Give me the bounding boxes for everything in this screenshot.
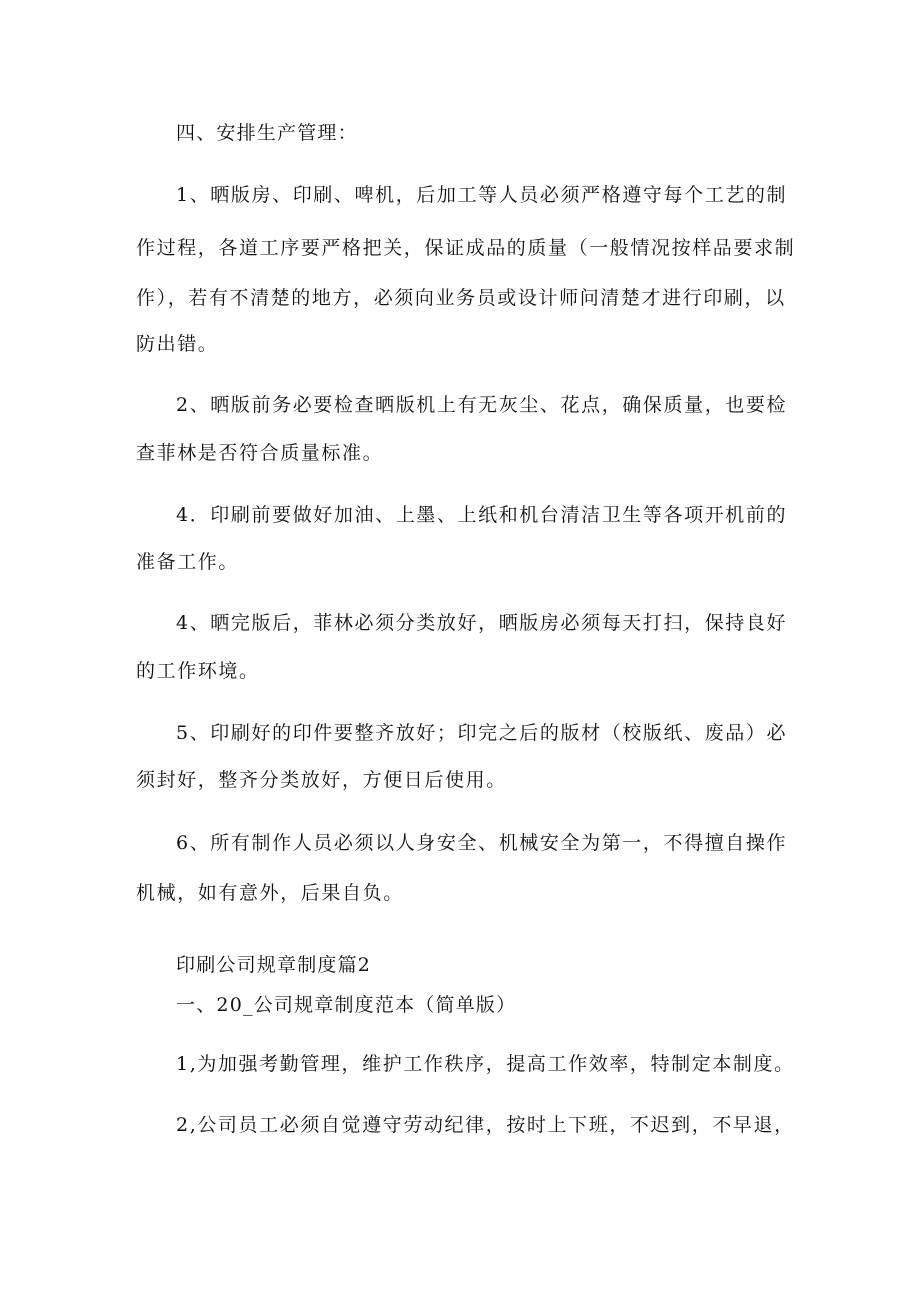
item-4-line-1: 4、晒完版后，菲林必须分类放好，晒版房必须每天打扫，保持良好 [176,612,788,634]
item-6-line-2: 机械，如有意外，后果自负。 [136,882,404,904]
item-6-line-1: 6、所有制作人员必须以人身安全、机械安全为第一，不得擅自操作 [176,832,788,854]
item-5-line-1: 5、印刷好的印件要整齐放好；印完之后的版材（校版纸、废品）必 [176,722,788,744]
rule-1: 1,为加强考勤管理，维护工作秩序，提高工作效率，特制定本制度。 [176,1053,795,1075]
item-2-line-1: 2、晒版前务必要检查晒版机上有无灰尘、花点，确保质量，也要检 [176,394,788,416]
item-1-line-2: 作过程，各道工序要严格把关，保证成品的质量（一般情况按样品要求制 [136,237,796,259]
item-1-line-1: 1、晒版房、印刷、啤机，后加工等人员必须严格遵守每个工艺的制 [176,184,788,206]
rule-2: 2,公司员工必须自觉遵守劳动纪律，按时上下班，不迟到，不早退， [176,1114,795,1136]
item-2-line-2: 查菲林是否符合质量标准。 [136,442,384,464]
item-1-line-3: 作），若有不清楚的地方，必须向业务员或设计师问清楚才进行印刷，以 [136,287,786,309]
item-1-line-4: 防出错。 [136,333,219,355]
part-title: 印刷公司规章制度篇2 [176,954,372,976]
section-heading: 四、安排生产管理： [176,122,358,144]
item-4-line-2: 的工作环境。 [136,660,260,682]
item-5-line-2: 须封好，整齐分类放好，方便日后使用。 [136,769,507,791]
item-3-line-2: 准备工作。 [136,551,240,573]
item-3-line-1: 4．印刷前要做好加油、上墨、上纸和机台清洁卫生等各项开机前的 [176,504,788,526]
part-subtitle: 一、20_公司规章制度范本（简单版） [176,994,517,1016]
